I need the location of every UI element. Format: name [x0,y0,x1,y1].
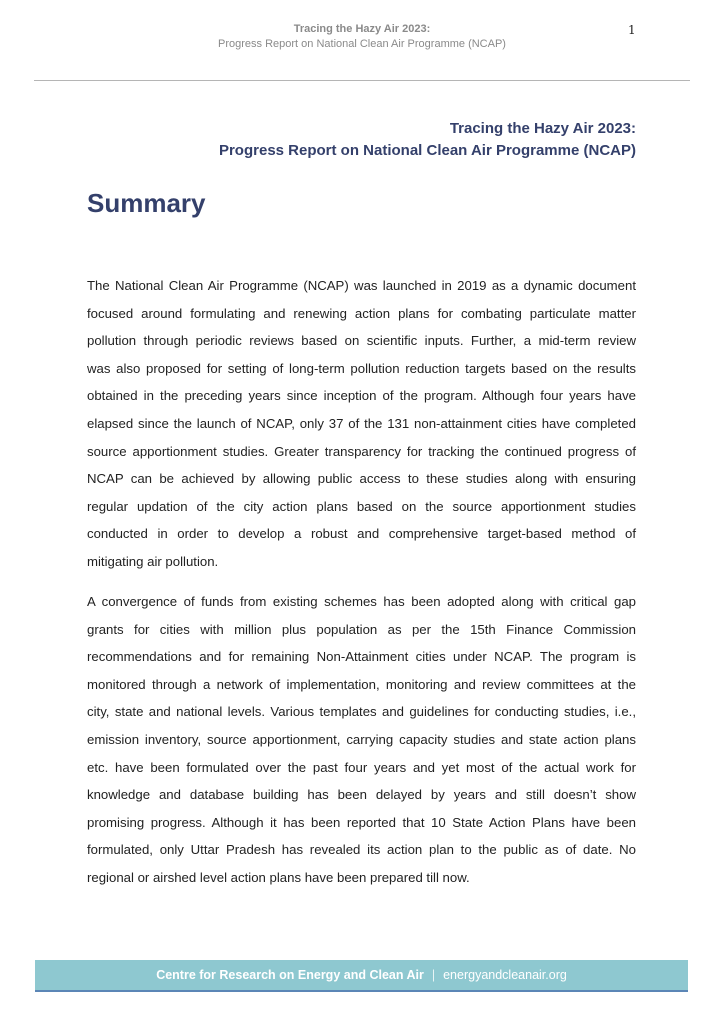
text-line: source apportionment studies. Greater transparency for tracking the continued progress of [87,443,636,459]
text-line: pollution through periodic reviews based on scientific inputs. Further, a mid-term review [87,333,636,349]
text-line: focused around formulating and renewing action plans for combating particulate matter [87,305,636,321]
text-line: regular updation of the city action plans based on the source apportionment studies [87,498,636,514]
text-line: emission inventory, source apportionment, carrying capacity studies and state action plans [87,731,636,747]
running-header [150,22,574,52]
text-line: The National Clean Air Programme (NCAP) was launched in 2019 as a dynamic document [87,278,636,293]
text-line: conducted in order to develop a robust and comprehensive target-based method of [87,526,636,542]
text-line: elapsed since the launch of NCAP, only 37 of the 131 non-attainment cities have completed [87,415,636,431]
text-line: NCAP can be achieved by allowing public access to these studies along with ensuring [87,471,636,487]
header-divider [34,80,690,81]
text-line: promising progress. Although it has been reported that 10 State Action Plans have been [87,814,636,830]
footer-website-link[interactable]: energyandcleanair.org [443,968,567,982]
footer-separator: | [431,968,436,982]
text-line: obtained in the preceding years since inception of the program. Although four years have [87,388,636,404]
running-header-title: Tracing the Hazy Air 2023: [293,23,431,35]
text-line: recommendations and for remaining Non-Attainment cities under NCAP. The program is [87,649,636,665]
paragraph-1 [87,272,636,576]
document-title [219,118,636,162]
text-line: knowledge and database building has been delayed by years and still doesn’t show [87,787,636,803]
document-title-line2: Progress Report on National Clean Air Programme (NCAP) [218,142,636,159]
footer-org: Centre for Research on Energy and Clean Air [156,968,424,982]
text-line: monitored through a network of implementation, monitoring and review committees at the [87,676,636,692]
text-line: A convergence of funds from existing schemes has been adopted along with critical gap [87,594,636,609]
running-header-subtitle: Progress Report on National Clean Air Programme (NCAP) [218,38,506,50]
text-line: etc. have been formulated over the past four years and yet most of the actual work for [87,759,636,775]
text-line: formulated, only Uttar Pradesh has revealed its action plan to the public as of date. No [87,842,636,858]
paragraph-2 [87,588,636,892]
text-line: grants for cities with million plus population as per the 15th Finance Commission [87,621,636,637]
footer-band [35,960,688,992]
document-title-line1: Tracing the Hazy Air 2023: [449,120,636,137]
text-line: city, state and national levels. Various templates and guidelines for conducting studies, i.e., [87,704,636,720]
text-line: was also proposed for setting of long-term pollution reduction targets based on the results [87,360,636,376]
page-number: 1 [628,23,636,37]
text-line: regional or airshed level action plans have been prepared till now. [87,869,470,885]
text-line: mitigating air pollution. [87,553,219,569]
section-heading: Summary [87,188,206,218]
